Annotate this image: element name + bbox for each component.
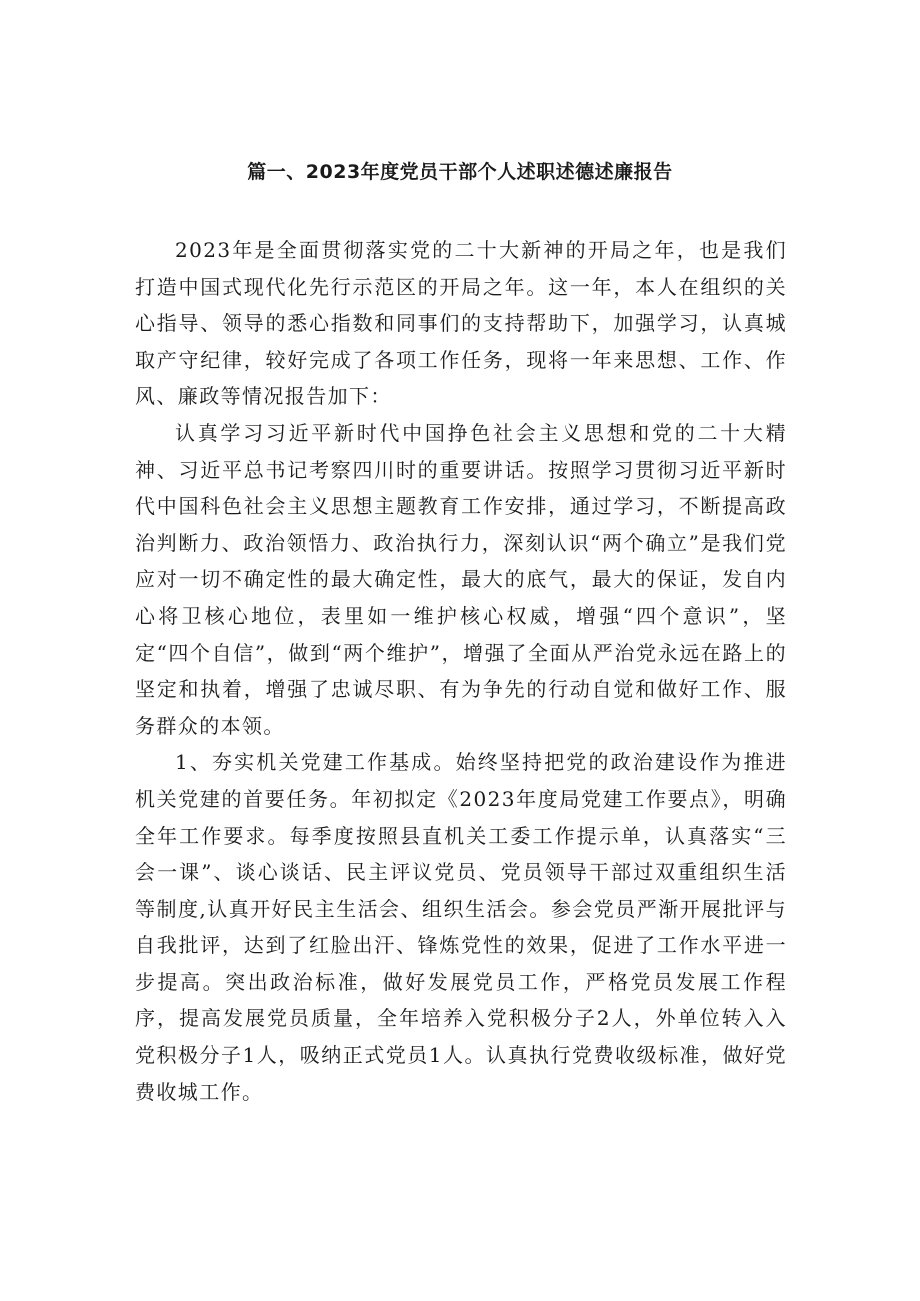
document-body [135,232,787,1110]
paragraph-party-building: 1、夯实机关党建工作基成。始终坚持把党的政治建设作为推进机关党建的首要任务。年初拟定《2023年度局党建工作要点》，明确全年工作要求。每季度按照县直机关工委工作提示单，认真落实“三会一课”、谈心谈话、民主评议党员、党员领导干部过双重组织生活等制度,认真开好民主生活会、组织生活会。参会党员严渐开展批评与自我批评，达到了红脸出汗、锋炼党性的效果，促进了工作水平进一步提高。突出政治标准，做好发展党员工作，严格党员发展工作程序，提高发展党员质量，全年培养入党积极分子2人，外单位转入入党积极分子1人，吸纳正式党员1人。认真执行党费收级标准，做好党费收城工作。 [135,750,787,1104]
paragraph-study: 认真学习习近平新时代中国挣色社会主义思想和党的二十大精神、习近平总书记考察四川时的重要讲话。按照学习贯彻习近平新时代中国科色社会主义思想主题教育工作安排，通过学习，不断提高政治判断力、政治领悟力、政治执行力，深刻认识“两个确立”是我们党应对一切不确定性的最大确定性，最大的底气，最大的保证，发自内心将卫核心地位，表里如一维护核心权威，增强“四个意识”，坚定“四个自信”，做到“两个维护”，增强了全面从严治党永远在路上的坚定和执着，增强了忠诚尽职、有为争先的行动自觉和做好工作、服务群众的本领。 [135,420,787,738]
document-title: 篇一、2023年度党员干部个人述职述德述廉报告 [247,161,673,183]
paragraph-intro: 2023年是全面贯彻落实党的二十大新神的开局之年，也是我们打造中国式现代化先行示范区的开局之年。这一年，本人在组织的关心指导、领导的悉心指数和同事们的支持帮助下，加强学习，认真城取产守纪律，较好完成了各项工作任务，现将一年来思想、工作、作风、廉政等情况报告加下： [135,238,787,409]
